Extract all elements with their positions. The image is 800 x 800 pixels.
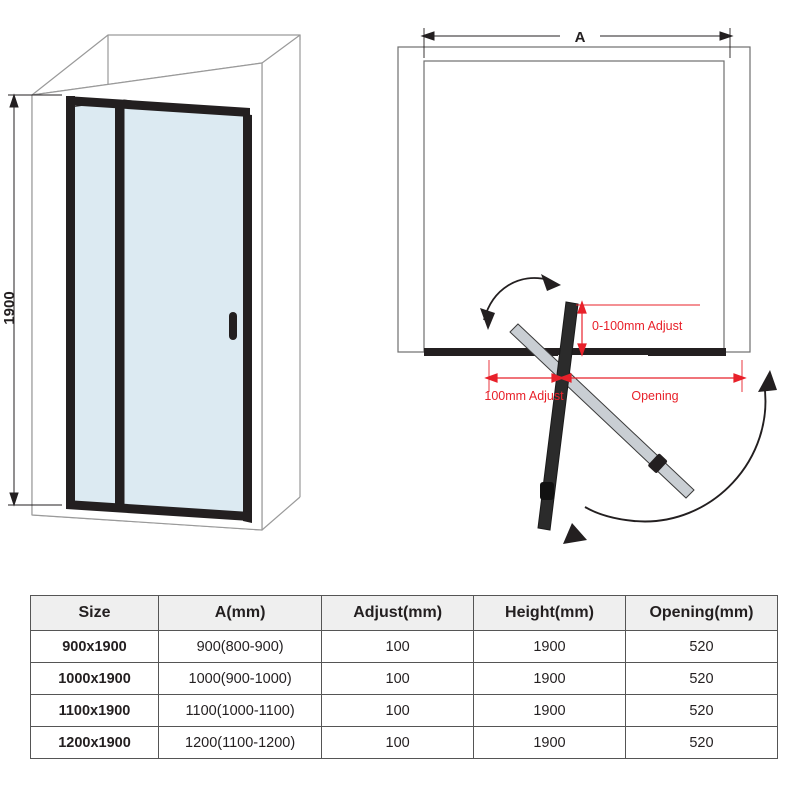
- cell-a: 1100(1000-1100): [158, 695, 321, 727]
- cell-height: 1900: [474, 695, 626, 727]
- header-adjust: Adjust(mm): [322, 596, 474, 631]
- plan-door-track: [424, 348, 726, 356]
- swing-arc-lower: [585, 383, 765, 521]
- cell-opening: 520: [625, 631, 777, 663]
- opening-label: Opening: [631, 389, 679, 403]
- adjust-vertical-label: 0-100mm Adjust: [592, 319, 683, 333]
- cell-a: 900(800-900): [158, 631, 321, 663]
- adjust-horizontal-label: 100mm Adjust: [484, 389, 564, 403]
- swing-arrow-upper-left: [480, 308, 495, 330]
- cell-size: 1000x1900: [31, 663, 159, 695]
- cell-opening: 520: [625, 727, 777, 759]
- cell-adjust: 100: [322, 695, 474, 727]
- cell-height: 1900: [474, 631, 626, 663]
- cell-height: 1900: [474, 663, 626, 695]
- table-row: [31, 631, 778, 663]
- table-row: [31, 695, 778, 727]
- a-dimension-label: A: [574, 29, 586, 46]
- table-row: [31, 727, 778, 759]
- header-opening: Opening(mm): [625, 596, 777, 631]
- header-size: Size: [31, 596, 159, 631]
- cell-a: 1000(900-1000): [158, 663, 321, 695]
- header-a: A(mm): [158, 596, 321, 631]
- swing-arrow-lower-right: [758, 370, 777, 392]
- cell-height: 1900: [474, 727, 626, 759]
- header-height: Height(mm): [474, 596, 626, 631]
- door-handle: [229, 312, 237, 340]
- specification-table: [30, 595, 778, 759]
- cell-adjust: 100: [322, 727, 474, 759]
- glass-panel-fixed: [70, 101, 116, 508]
- cell-adjust: 100: [322, 631, 474, 663]
- cell-adjust: 100: [322, 663, 474, 695]
- cell-a: 1200(1100-1200): [158, 727, 321, 759]
- height-dimension-label: 1900: [1, 291, 18, 325]
- cell-opening: 520: [625, 695, 777, 727]
- opening-dimension: [560, 360, 745, 392]
- cell-size: 1100x1900: [31, 695, 159, 727]
- cell-opening: 520: [625, 663, 777, 695]
- cell-size: 1200x1900: [31, 727, 159, 759]
- cell-size: 900x1900: [31, 631, 159, 663]
- glass-panel-door: [124, 100, 248, 520]
- table-header-row: [31, 596, 778, 631]
- left-perspective-view: [1, 35, 300, 530]
- swing-arrow-lower-left: [563, 523, 587, 544]
- table-row: [31, 663, 778, 695]
- swing-arrow-upper-right: [541, 274, 561, 291]
- right-plan-view: [398, 28, 777, 544]
- swung-door-panel-b: [538, 302, 578, 530]
